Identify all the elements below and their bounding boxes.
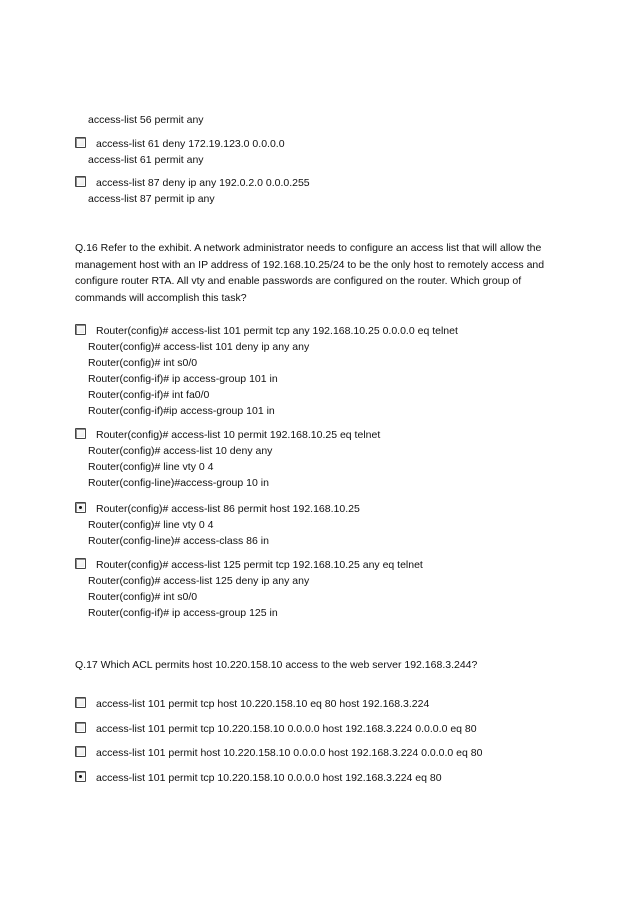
prev-lead-line: access-list 56 permit any [88, 114, 204, 126]
option-line: Router(config)# line vty 0 4 [88, 461, 214, 473]
option-line: Router(config-line)# access-class 86 in [88, 535, 269, 547]
option-line: access-list 101 permit tcp host 10.220.158.10 eq 80 host 192.168.3.224 [96, 698, 430, 710]
option-line: Router(config)# access-list 10 permit 192.168.10.25 eq telnet [96, 429, 381, 441]
option-line: Router(config-if)#ip access-group 101 in [88, 405, 275, 417]
question-line: Q.17 Which ACL permits host 10.220.158.10 access to the web server 192.168.3.244? [75, 659, 478, 671]
option-line: Router(config-if)# ip access-group 101 in [88, 373, 278, 385]
option-line: access-list 87 deny ip any 192.0.2.0 0.0.0.255 [96, 177, 310, 189]
option-line: access-list 87 permit ip any [88, 193, 215, 205]
question-line: configure router RTA. All vty and enable passwords are configured on the router. Which group of [75, 275, 522, 288]
option-line: access-list 101 permit tcp 10.220.158.10 0.0.0.0 host 192.168.3.224 0.0.0.0 eq 80 [96, 723, 477, 735]
question-17-text [75, 657, 560, 674]
radio-button-icon[interactable] [75, 697, 86, 708]
radio-button-icon[interactable] [75, 502, 86, 513]
option-line: access-list 101 permit tcp 10.220.158.10 0.0.0.0 host 192.168.3.224 eq 80 [96, 772, 442, 784]
option-line: access-list 61 permit any [88, 154, 204, 166]
option-line: Router(config)# access-list 125 permit tcp 192.168.10.25 any eq telnet [96, 559, 423, 571]
option-line: Router(config)# access-list 101 permit tcp any 192.168.10.25 0.0.0.0 eq telnet [96, 325, 458, 337]
option-line: Router(config)# int s0/0 [88, 357, 198, 369]
option-line: Router(config)# access-list 101 deny ip any any [88, 341, 310, 353]
question-line: commands will accomplish this task? [75, 292, 247, 305]
question-line: Q.16 Refer to the exhibit. A network administrator needs to configure an access list that will allow the [75, 242, 542, 254]
question-line: management host with an IP address of 192.168.10.25/24 to be the only host to remotely access and [75, 258, 545, 271]
option-line: Router(config)# access-list 125 deny ip any any [88, 575, 310, 587]
radio-button-icon[interactable] [75, 746, 86, 757]
option-line: Router(config)# access-list 10 deny any [88, 445, 273, 457]
radio-button-icon[interactable] [75, 137, 86, 148]
radio-button-icon[interactable] [75, 324, 86, 335]
option-line: Router(config-if)# ip access-group 125 in [88, 607, 278, 619]
option-line: access-list 101 permit host 10.220.158.10 0.0.0.0 host 192.168.3.224 0.0.0.0 eq 80 [96, 747, 483, 759]
question-16-text [75, 240, 560, 307]
radio-button-icon[interactable] [75, 722, 86, 733]
option-line: Router(config)# line vty 0 4 [88, 519, 214, 531]
radio-button-icon[interactable] [75, 428, 86, 439]
radio-button-icon[interactable] [75, 771, 86, 782]
option-line: Router(config-line)#access-group 10 in [88, 477, 269, 489]
option-line: access-list 61 deny 172.19.123.0 0.0.0.0 [96, 138, 285, 150]
radio-button-icon[interactable] [75, 176, 86, 187]
option-line: Router(config-if)# int fa0/0 [88, 389, 210, 401]
radio-button-icon[interactable] [75, 558, 86, 569]
option-line: Router(config)# access-list 86 permit host 192.168.10.25 [96, 503, 360, 515]
option-line: Router(config)# int s0/0 [88, 591, 198, 603]
